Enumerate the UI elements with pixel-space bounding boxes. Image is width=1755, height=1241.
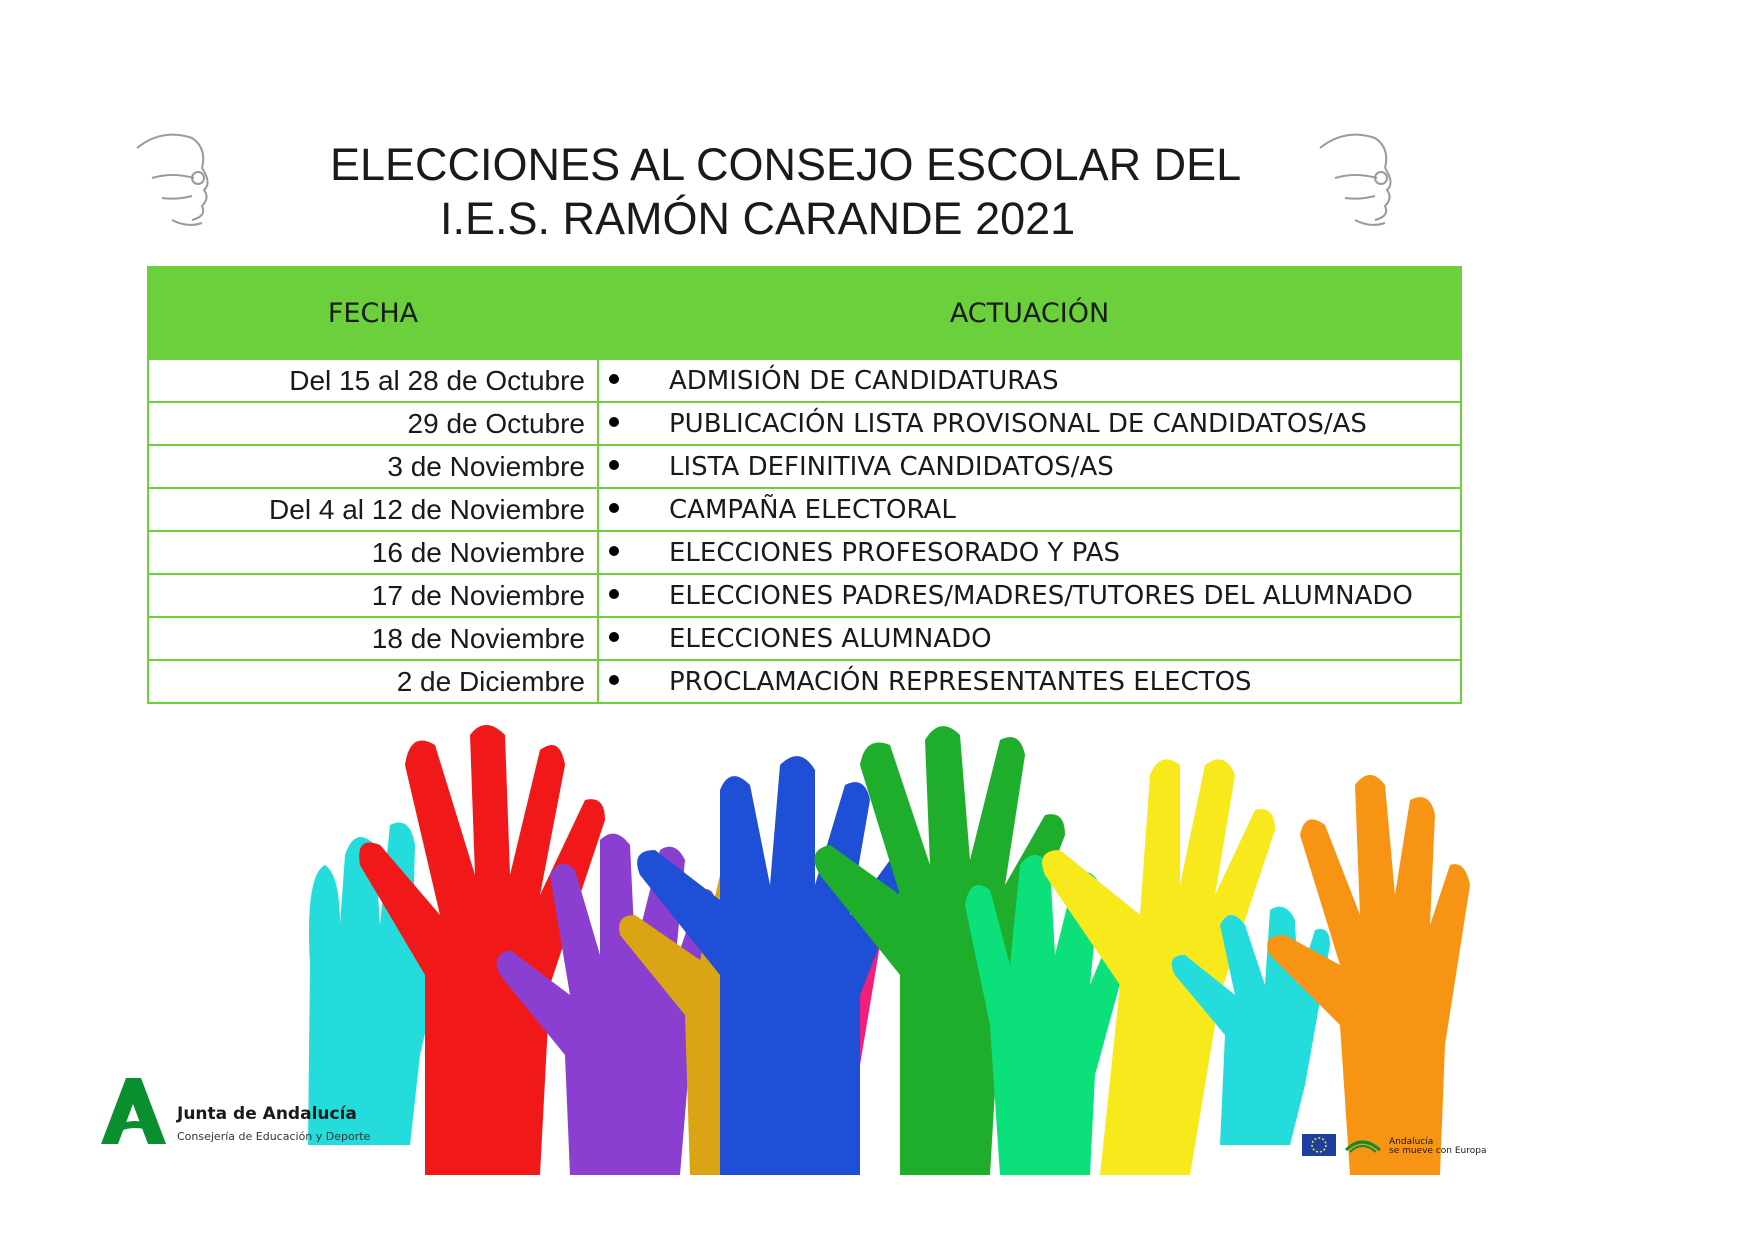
row-actuacion-text: ADMISIÓN DE CANDIDATURAS — [669, 365, 1059, 396]
row-actuacion — [598, 660, 1461, 703]
row-actuacion-text: PROCLAMACIÓN REPRESENTANTES ELECTOS — [669, 666, 1252, 697]
table-row — [148, 402, 1461, 445]
portrait-sketch-icon — [132, 128, 232, 238]
table-row — [148, 445, 1461, 488]
title-line-2: I.E.S. RAMÓN CARANDE 2021 — [440, 193, 1076, 244]
junta-subtitle: Consejería de Educación y Deporte — [177, 1130, 371, 1143]
header-fecha: FECHA — [148, 267, 598, 359]
row-fecha: 3 de Noviembre — [148, 445, 598, 488]
eu-tagline — [1389, 1138, 1486, 1156]
row-fecha: 16 de Noviembre — [148, 531, 598, 574]
row-fecha: Del 15 al 28 de Octubre — [148, 359, 598, 402]
bullet-icon — [609, 589, 619, 599]
table-row — [148, 617, 1461, 660]
table-row — [148, 359, 1461, 402]
row-actuacion-text: CAMPAÑA ELECTORAL — [669, 494, 956, 525]
bullet-icon — [609, 675, 619, 685]
row-fecha: 18 de Noviembre — [148, 617, 598, 660]
row-actuacion — [598, 531, 1461, 574]
row-actuacion — [598, 574, 1461, 617]
eu-line-1: Andalucía — [1389, 1137, 1434, 1147]
title-line-1: ELECCIONES AL CONSEJO ESCOLAR DEL — [330, 139, 1242, 190]
eu-line-2: se mueve con Europa — [1389, 1146, 1487, 1156]
eu-flag-icon — [1302, 1132, 1386, 1162]
row-actuacion — [598, 359, 1461, 402]
row-actuacion-text: ELECCIONES PADRES/MADRES/TUTORES DEL ALUMNADO — [669, 580, 1413, 611]
table-row — [148, 488, 1461, 531]
row-fecha: 17 de Noviembre — [148, 574, 598, 617]
row-actuacion-text: ELECCIONES PROFESORADO Y PAS — [669, 537, 1120, 568]
page-title — [300, 138, 1300, 246]
table-row — [148, 660, 1461, 703]
bullet-icon — [609, 417, 619, 427]
bullet-icon — [609, 546, 619, 556]
row-actuacion-text: ELECCIONES ALUMNADO — [669, 623, 992, 654]
row-actuacion — [598, 617, 1461, 660]
raised-hands-illustration — [300, 725, 1540, 1175]
row-actuacion — [598, 445, 1461, 488]
table-header-row — [148, 267, 1461, 359]
bullet-icon — [609, 503, 619, 513]
row-fecha: 29 de Octubre — [148, 402, 598, 445]
row-fecha: Del 4 al 12 de Noviembre — [148, 488, 598, 531]
portrait-sketch-icon — [1315, 128, 1415, 238]
hand-orange-icon — [1267, 775, 1470, 1175]
row-actuacion-text: PUBLICACIÓN LISTA PROVISONAL DE CANDIDATOS/AS — [669, 408, 1367, 439]
row-fecha: 2 de Diciembre — [148, 660, 598, 703]
row-actuacion-text: LISTA DEFINITIVA CANDIDATOS/AS — [669, 451, 1114, 482]
junta-name: Junta de Andalucía — [177, 1104, 357, 1124]
bullet-icon — [609, 460, 619, 470]
bullet-icon — [609, 374, 619, 384]
schedule-table — [147, 266, 1462, 704]
table-row — [148, 531, 1461, 574]
header-actuacion: ACTUACIÓN — [598, 267, 1461, 359]
table-row — [148, 574, 1461, 617]
bullet-icon — [609, 632, 619, 642]
row-actuacion — [598, 402, 1461, 445]
row-actuacion — [598, 488, 1461, 531]
junta-andalucia-logo — [96, 1076, 171, 1146]
